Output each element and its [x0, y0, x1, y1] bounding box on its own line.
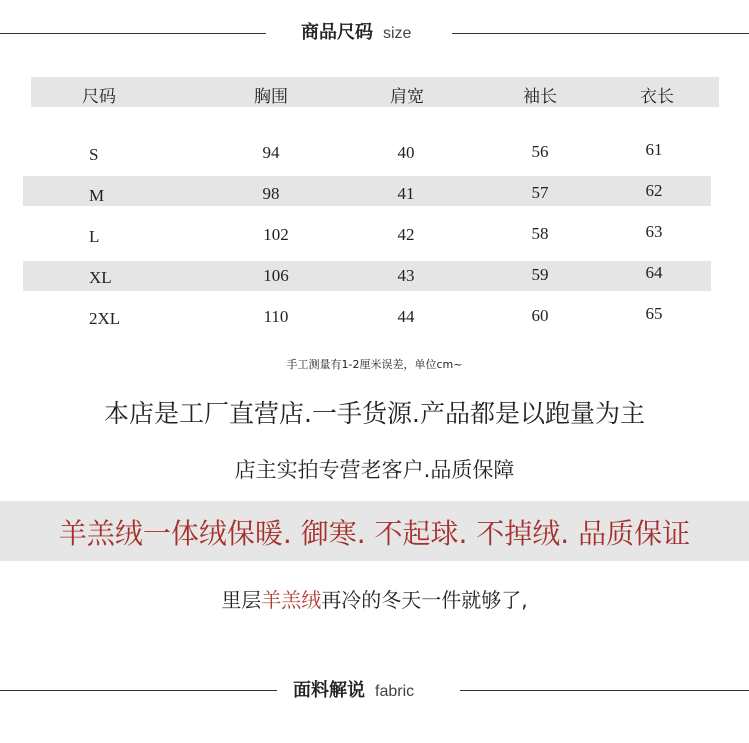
promo-line-lining	[0, 584, 749, 613]
feature-text: 羊羔绒一体绒保暖. 御寒. 不起球. 不掉绒. 品质保证	[58, 517, 691, 550]
cell-sleeve: 57	[531, 183, 549, 202]
table-header-band	[31, 77, 719, 107]
cell-chest: 94	[262, 143, 280, 162]
cell-shoulder: 40	[397, 143, 415, 162]
cell-sleeve: 59	[531, 265, 549, 284]
cell-length: 64	[645, 263, 663, 282]
cell-shoulder: 44	[397, 307, 415, 326]
cell-chest: 110	[263, 307, 289, 326]
cell-size: M	[89, 186, 105, 205]
cell-length: 61	[645, 140, 663, 159]
fabric-title-cn: 面料解说	[293, 680, 365, 701]
measurement-note: 手工测量有1-2厘米误差，单位cm~	[286, 358, 463, 371]
cell-sleeve: 58	[531, 224, 549, 243]
cell-chest: 98	[262, 184, 280, 203]
fabric-title-left-rule	[0, 690, 277, 691]
lining-prefix: 里层	[221, 588, 262, 612]
cell-chest: 102	[263, 225, 289, 244]
promo-line-factory: 本店是工厂直营店.一手货源.产品都是以跑量为主	[104, 399, 645, 428]
cell-shoulder: 43	[397, 266, 415, 285]
row-band-m	[23, 176, 711, 206]
header-length: 衣长	[640, 87, 674, 107]
header-sleeve: 袖长	[523, 87, 557, 107]
cell-size: XL	[89, 268, 112, 287]
promo-line-quality: 店主实拍专营老客户.品质保障	[234, 458, 515, 482]
header-shoulder: 肩宽	[390, 87, 424, 107]
size-section-title	[301, 18, 411, 44]
cell-length: 65	[645, 304, 663, 323]
lining-highlight: 羊羔绒	[261, 588, 322, 612]
cell-sleeve: 60	[531, 306, 549, 325]
row-band-xl	[23, 261, 711, 291]
header-size: 尺码	[82, 87, 116, 107]
cell-length: 63	[645, 222, 663, 241]
size-title-cn: 商品尺码	[301, 22, 373, 43]
cell-shoulder: 41	[397, 184, 415, 203]
cell-size: L	[89, 227, 100, 246]
cell-size: S	[89, 145, 99, 164]
cell-size: 2XL	[89, 309, 121, 328]
fabric-section-title	[293, 676, 414, 702]
cell-sleeve: 56	[531, 142, 549, 161]
cell-length: 62	[645, 181, 663, 200]
lining-suffix: 再冷的冬天一件就够了,	[321, 588, 528, 612]
cell-chest: 106	[263, 266, 289, 285]
fabric-title-right-rule	[460, 690, 749, 691]
fabric-title-en: fabric	[375, 683, 415, 700]
header-chest: 胸围	[254, 87, 288, 107]
size-title-left-rule	[0, 33, 266, 34]
cell-shoulder: 42	[397, 225, 415, 244]
size-title-en: size	[383, 25, 412, 42]
size-title-right-rule	[452, 33, 749, 34]
